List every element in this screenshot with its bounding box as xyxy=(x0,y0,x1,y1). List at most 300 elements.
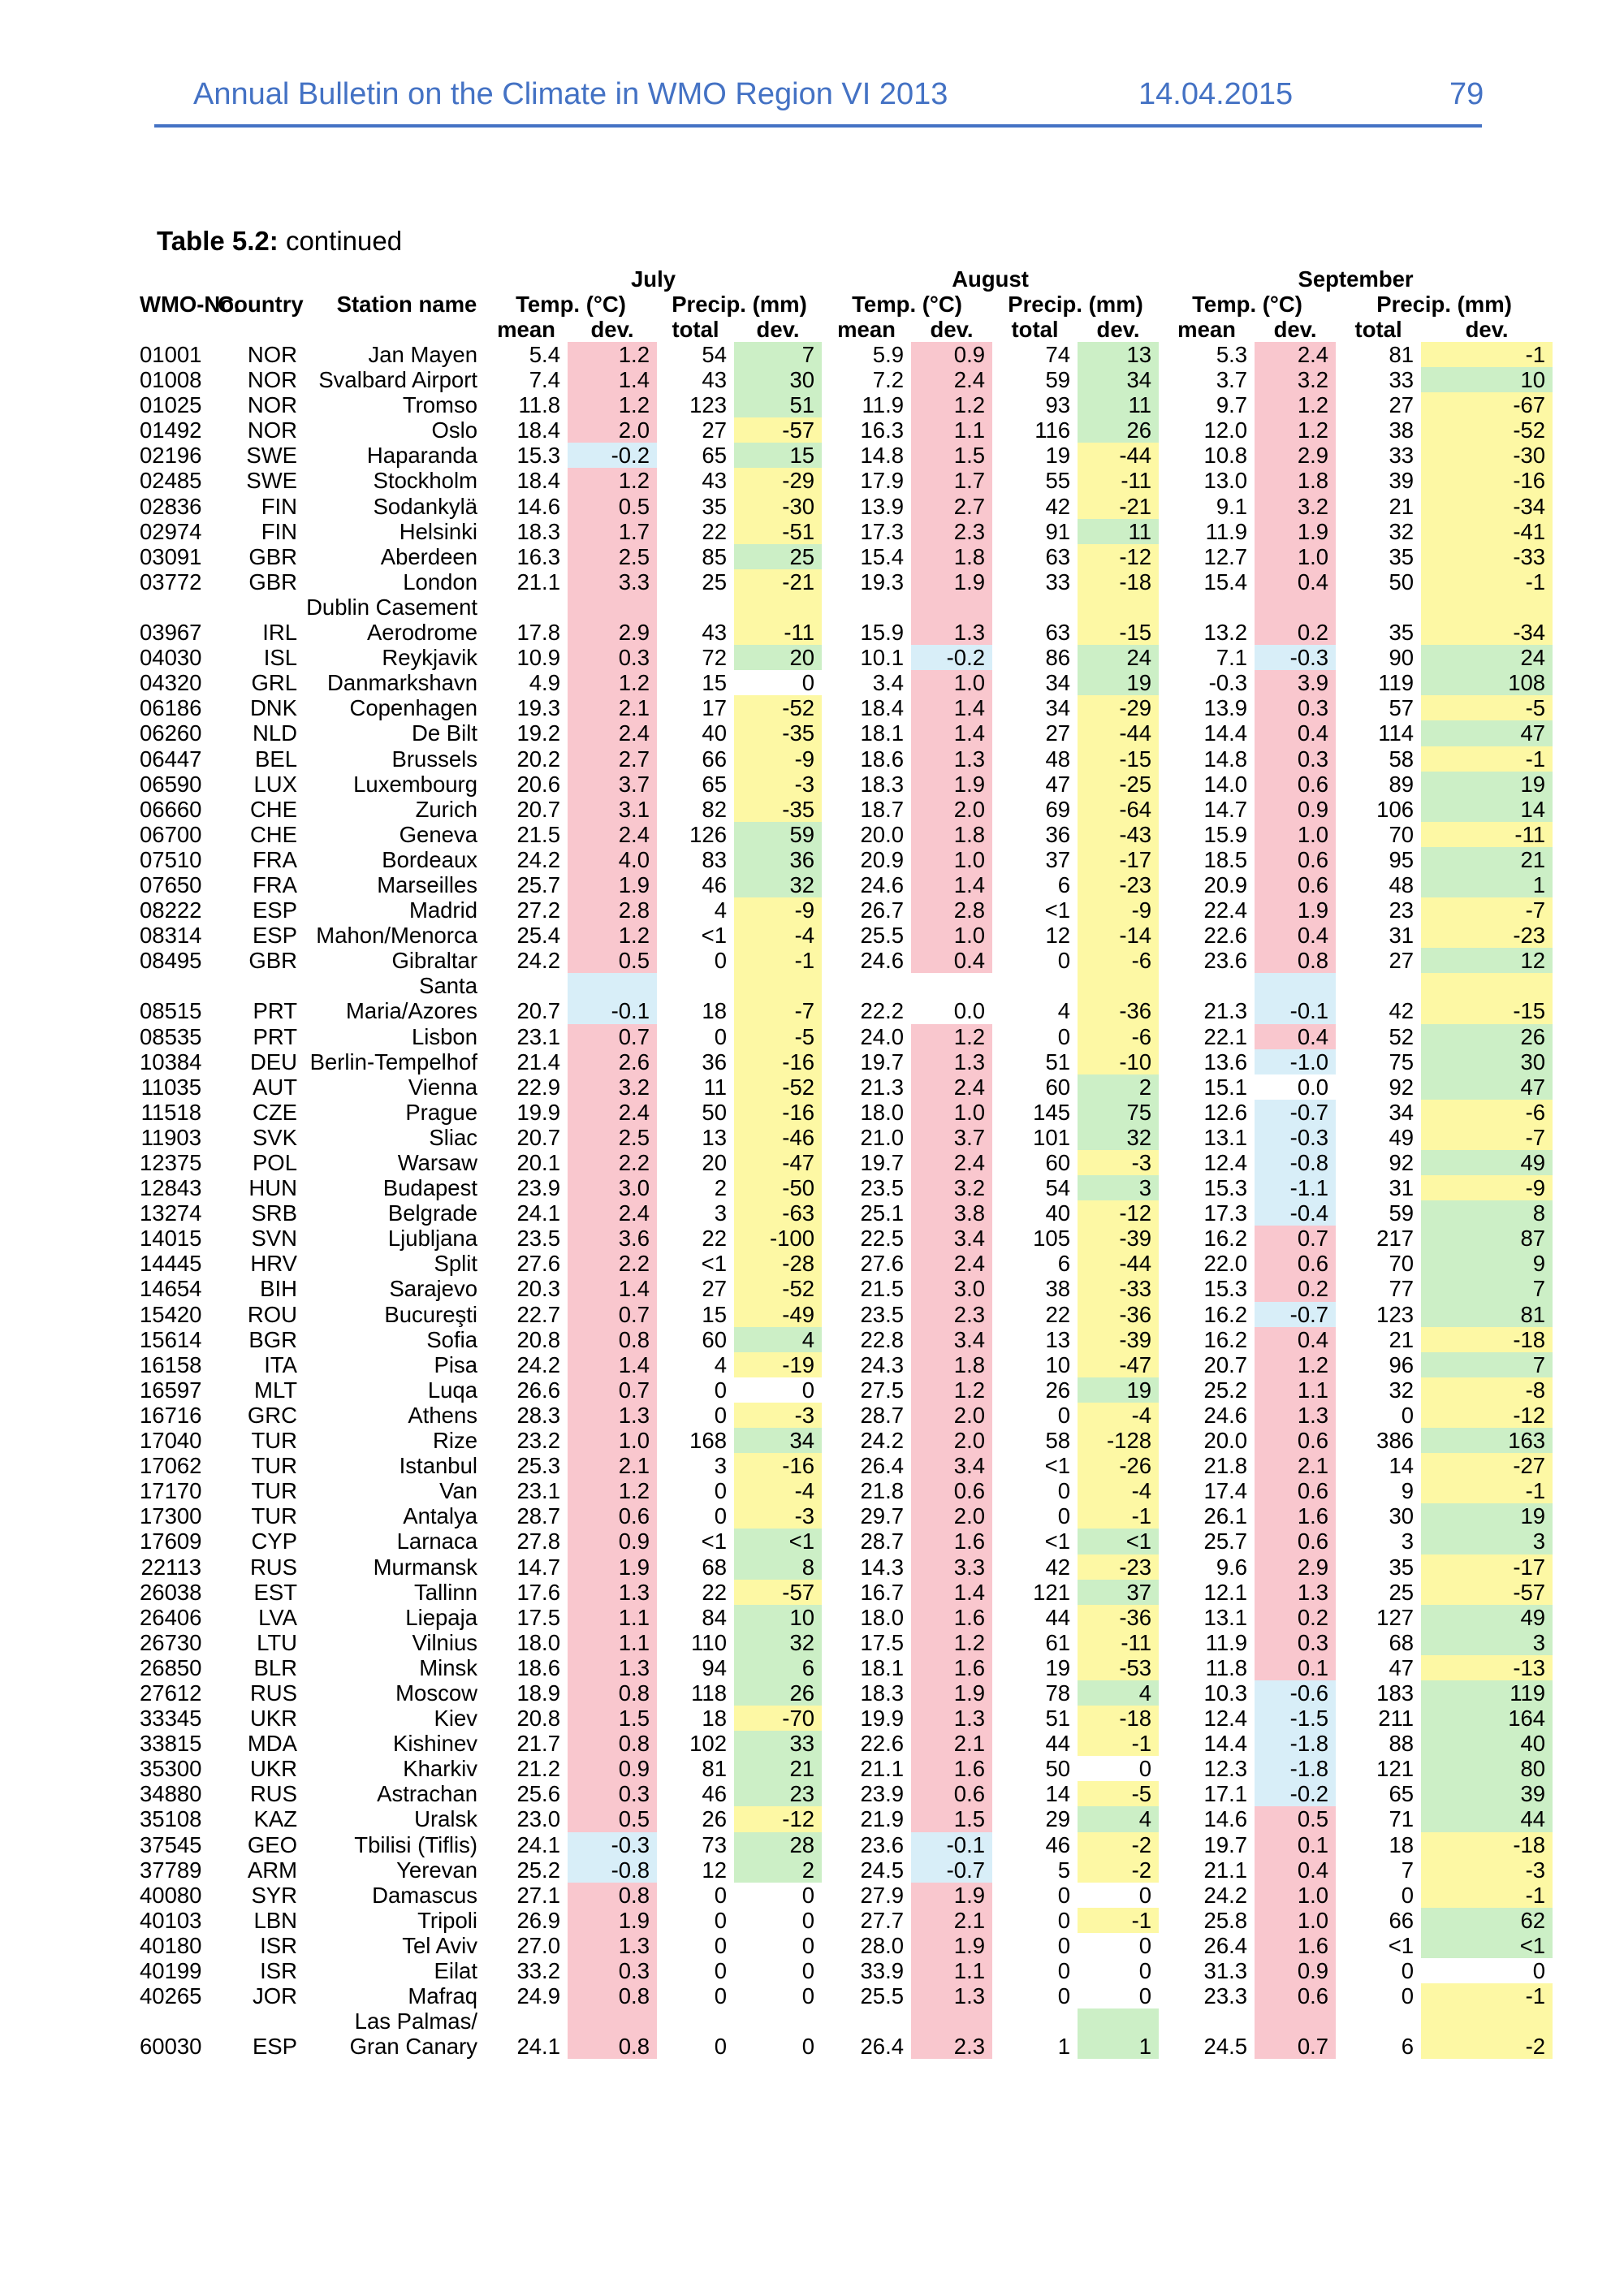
country-cell: CYP xyxy=(251,1529,297,1554)
station-cell: Santa Maria/Azores xyxy=(346,973,477,1024)
wmo-cell: 11035 xyxy=(140,1074,201,1100)
jul-temp-mean: 24.1 xyxy=(516,1200,560,1226)
sep-precip-dev: -34 xyxy=(1421,595,1553,645)
aug-precip-dev: -23 xyxy=(1078,872,1159,897)
jul-temp-mean: 20.2 xyxy=(516,746,560,772)
jul-precip-total: 0 xyxy=(714,1958,727,1983)
aug-temp-mean: 21.0 xyxy=(860,1124,905,1150)
jul-precip-total: 22 xyxy=(702,1226,727,1252)
aug-precip-dev: 11 xyxy=(1078,519,1159,544)
table-caption-text: continued xyxy=(278,226,403,256)
jul-temp-mean: 17.5 xyxy=(516,1604,560,1630)
sep-precip-total: 7 xyxy=(1401,1857,1415,1883)
sep-precip-total: 81 xyxy=(1389,342,1415,367)
sep-precip-dev: -1 xyxy=(1421,746,1553,772)
jul-temp-dev: 1.3 xyxy=(568,1655,657,1680)
aug-temp-dev: 1.3 xyxy=(911,1983,992,2008)
jul-temp-mean: 4.9 xyxy=(529,670,560,696)
sep-precip-total: 33 xyxy=(1389,367,1415,393)
aug-temp-mean: 27.5 xyxy=(860,1377,905,1403)
sep-precip-dev: 12 xyxy=(1421,948,1553,973)
table-row xyxy=(140,1428,1553,1453)
sep-precip-dev: 44 xyxy=(1421,1806,1553,1831)
table-row xyxy=(140,544,1553,569)
jul-temp-dev: 0.8 xyxy=(568,1680,657,1706)
country-cell: DNK xyxy=(249,695,297,721)
jul-precip-total: 43 xyxy=(702,620,727,646)
jul-temp-dev: 1.4 xyxy=(568,1276,657,1301)
wmo-cell: 14654 xyxy=(140,1276,202,1302)
sep-precip-total: 106 xyxy=(1376,796,1415,822)
aug-precip-total: 63 xyxy=(1045,543,1071,569)
sep-precip-total: 88 xyxy=(1389,1731,1415,1757)
jul-precip-total: 84 xyxy=(702,1604,727,1630)
total-header: total xyxy=(1011,317,1059,342)
sep-precip-dev: 108 xyxy=(1421,670,1553,695)
sep-temp-dev: 3.2 xyxy=(1255,367,1336,392)
jul-precip-total: 68 xyxy=(702,1554,727,1580)
sep-temp-mean: 26.1 xyxy=(1203,1503,1248,1529)
jul-temp-dev: 2.5 xyxy=(568,544,657,569)
sep-precip-dev: -57 xyxy=(1421,1580,1553,1605)
jul-temp-mean: 23.0 xyxy=(516,1806,560,1832)
aug-precip-total: 54 xyxy=(1045,1175,1071,1201)
jul-temp-mean: 7.4 xyxy=(529,367,560,393)
aug-temp-dev: -0.1 xyxy=(911,1832,992,1857)
country-cell: RUS xyxy=(249,1554,297,1580)
jul-temp-dev: 3.0 xyxy=(568,1175,657,1200)
sep-precip-total: 30 xyxy=(1389,1503,1415,1529)
station-cell: Eilat xyxy=(434,1958,477,1983)
sep-temp-dev: -0.6 xyxy=(1255,1680,1336,1706)
sep-precip-total: 35 xyxy=(1389,1554,1415,1580)
jul-temp-mean: 27.8 xyxy=(516,1529,560,1554)
jul-precip-total: 73 xyxy=(702,1831,727,1857)
country-cell: TUR xyxy=(251,1478,297,1504)
jul-temp-mean: 15.3 xyxy=(516,443,560,469)
jul-temp-dev: 2.2 xyxy=(568,1150,657,1175)
jul-temp-mean: 18.9 xyxy=(516,1680,560,1706)
aug-temp-mean: 22.8 xyxy=(860,1326,905,1352)
sep-precip-dev: -7 xyxy=(1421,1125,1553,1150)
jul-temp-dev: 1.2 xyxy=(568,468,657,493)
jul-temp-dev: -0.8 xyxy=(568,1857,657,1883)
wmo-cell: 33815 xyxy=(140,1731,202,1757)
table-row xyxy=(140,1352,1553,1377)
country-cell: CHE xyxy=(249,821,297,847)
jul-precip-dev: 51 xyxy=(734,392,822,417)
aug-precip-dev: -33 xyxy=(1078,1276,1159,1301)
sep-temp-mean: 20.9 xyxy=(1203,871,1248,897)
sep-temp-dev: 0.6 xyxy=(1255,1478,1336,1503)
jul-temp-dev: -0.3 xyxy=(568,1832,657,1857)
jul-precip-dev: -47 xyxy=(734,1150,822,1175)
aug-precip-dev: 34 xyxy=(1078,367,1159,392)
wmo-cell: 26038 xyxy=(140,1579,202,1605)
jul-temp-mean: 20.7 xyxy=(516,1124,560,1150)
jul-temp-mean: 23.1 xyxy=(516,1478,560,1504)
aug-temp-dev: 3.8 xyxy=(911,1200,992,1226)
sep-precip-dev: -18 xyxy=(1421,1832,1553,1857)
station-cell: Aberdeen xyxy=(380,543,477,569)
jul-precip-total: 13 xyxy=(702,1124,727,1150)
jul-precip-total: 65 xyxy=(702,771,727,797)
country-cell: PRT xyxy=(253,998,297,1024)
aug-precip-total: 42 xyxy=(1045,1554,1071,1580)
sep-temp-dev: 0.6 xyxy=(1255,847,1336,872)
aug-precip-dev: -44 xyxy=(1078,720,1159,746)
aug-precip-total: 26 xyxy=(1045,1377,1071,1403)
sep-temp-mean: 24.5 xyxy=(1203,2034,1248,2060)
aug-precip-dev: 4 xyxy=(1078,1806,1159,1831)
aug-temp-mean: 18.1 xyxy=(860,1654,905,1680)
table-row xyxy=(140,695,1553,720)
table-row xyxy=(140,1074,1553,1100)
jul-precip-dev: -28 xyxy=(734,1251,822,1276)
jul-precip-dev: -16 xyxy=(734,1100,822,1125)
sep-precip-total: 21 xyxy=(1389,1326,1415,1352)
jul-temp-dev: 0.3 xyxy=(568,645,657,670)
wmo-cell: 01008 xyxy=(140,367,202,393)
sep-precip-dev: -67 xyxy=(1421,392,1553,417)
aug-temp-mean: 29.7 xyxy=(860,1503,905,1529)
jul-temp-mean: 33.2 xyxy=(516,1958,560,1983)
country-cell: GBR xyxy=(248,948,297,974)
aug-temp-mean: 24.6 xyxy=(860,871,905,897)
jul-temp-mean: 27.2 xyxy=(516,897,560,923)
aug-precip-total: 0 xyxy=(1057,1503,1071,1529)
aug-temp-mean: 15.4 xyxy=(860,543,905,569)
sep-precip-total: 75 xyxy=(1389,1049,1415,1074)
wmo-cell: 12375 xyxy=(140,1150,202,1175)
jul-temp-mean: 11.8 xyxy=(518,392,560,418)
sep-precip-dev: 62 xyxy=(1421,1908,1553,1933)
jul-precip-dev: -12 xyxy=(734,1806,822,1831)
wmo-cell: 06700 xyxy=(140,821,202,847)
country-cell: TUR xyxy=(251,1453,297,1479)
jul-precip-dev: 6 xyxy=(734,1655,822,1680)
sep-temp-dev: 0.7 xyxy=(1255,1226,1336,1251)
station-cell: Van xyxy=(439,1478,477,1504)
aug-temp-dev: 1.1 xyxy=(911,1958,992,1983)
country-cell: SWE xyxy=(246,443,297,469)
jul-precip-dev: -3 xyxy=(734,772,822,797)
jul-precip-dev: -52 xyxy=(734,695,822,720)
aug-temp-mean: 21.5 xyxy=(860,1276,905,1302)
sep-precip-dev: -12 xyxy=(1421,1403,1553,1428)
sep-precip-dev: 40 xyxy=(1421,1731,1553,1756)
aug-precip-dev: -15 xyxy=(1078,746,1159,772)
wmo-cell: 26850 xyxy=(140,1654,202,1680)
aug-temp-dev: 1.9 xyxy=(911,1680,992,1706)
sep-precip-total: 0 xyxy=(1401,1958,1415,1983)
jul-precip-total: 82 xyxy=(702,796,727,822)
sep-temp-mean: 14.8 xyxy=(1203,746,1248,772)
jul-temp-mean: 23.9 xyxy=(516,1175,560,1201)
aug-precip-total: 105 xyxy=(1033,1226,1071,1252)
aug-temp-mean: 24.2 xyxy=(860,1428,905,1454)
jul-precip-total: 66 xyxy=(702,746,727,772)
sep-temp-mean: 12.3 xyxy=(1203,1756,1248,1782)
sep-precip-total: 70 xyxy=(1389,1251,1415,1277)
station-cell: Reykjavik xyxy=(382,645,477,671)
sep-precip-total: 92 xyxy=(1389,1074,1415,1100)
sep-precip-total: 34 xyxy=(1389,1099,1415,1125)
wmo-cell: 02974 xyxy=(140,518,202,544)
wmo-cell: 08222 xyxy=(140,897,202,923)
sep-temp-dev: 0.9 xyxy=(1255,1958,1336,1983)
wmo-cell: 40080 xyxy=(140,1882,202,1908)
jul-temp-mean: 18.4 xyxy=(516,468,560,494)
table-row xyxy=(140,1529,1553,1554)
jul-temp-dev: 1.9 xyxy=(568,1554,657,1580)
jul-temp-mean: 24.9 xyxy=(516,1983,560,2009)
sep-precip-dev: 0 xyxy=(1532,1958,1546,1983)
aug-temp-dev: 1.3 xyxy=(911,1706,992,1731)
jul-precip-total: 26 xyxy=(702,1806,727,1832)
aug-temp-mean: 18.7 xyxy=(860,796,905,822)
jul-precip-total: <1 xyxy=(701,1251,727,1277)
jul-precip-total: 43 xyxy=(702,468,727,494)
country-cell: DEU xyxy=(249,1049,297,1074)
country-cell: RUS xyxy=(249,1680,297,1706)
jul-temp-dev: 1.4 xyxy=(568,367,657,392)
aug-precip-total: 145 xyxy=(1033,1099,1071,1125)
jul-precip-dev: -4 xyxy=(734,923,822,948)
jul-temp-dev: 1.3 xyxy=(568,1933,657,1958)
aug-temp-dev: 1.4 xyxy=(911,695,992,720)
aug-temp-dev: 1.3 xyxy=(911,746,992,772)
jul-temp-dev: 1.1 xyxy=(568,1630,657,1655)
country-cell: GRL xyxy=(251,670,297,696)
temp-header: Temp. (°C) xyxy=(852,292,962,317)
aug-precip-total: 34 xyxy=(1045,695,1071,721)
jul-precip-total: 27 xyxy=(702,417,727,443)
table-row xyxy=(140,569,1553,595)
jul-precip-total: 20 xyxy=(702,1150,727,1175)
jul-precip-dev: 0 xyxy=(801,2034,815,2060)
jul-precip-total: 25 xyxy=(702,569,727,595)
jul-temp-dev: 0.9 xyxy=(568,1756,657,1781)
jul-temp-mean: 21.7 xyxy=(516,1731,560,1757)
precip-header: Precip. (mm) xyxy=(1008,292,1143,317)
sep-temp-mean: 25.2 xyxy=(1203,1377,1248,1403)
jul-temp-mean: 27.6 xyxy=(516,1251,560,1277)
sep-precip-total: 35 xyxy=(1389,543,1415,569)
bulletin-title: Annual Bulletin on the Climate in WMO Region VI 2013 xyxy=(193,77,948,111)
aug-precip-dev: -11 xyxy=(1078,1630,1159,1655)
jul-temp-dev: 2.4 xyxy=(568,1200,657,1226)
sep-temp-mean: 14.4 xyxy=(1203,1731,1248,1757)
sep-temp-mean: 15.3 xyxy=(1203,1175,1248,1201)
jul-temp-dev: 1.9 xyxy=(568,872,657,897)
aug-precip-total: <1 xyxy=(1044,1453,1071,1479)
table-row xyxy=(140,1226,1553,1251)
sep-temp-dev: 0.7 xyxy=(1255,2008,1336,2059)
sep-precip-total: 9 xyxy=(1401,1478,1415,1504)
sep-precip-total: 6 xyxy=(1401,2034,1415,2060)
wmo-cell: 04030 xyxy=(140,645,202,671)
jul-precip-dev: 36 xyxy=(734,847,822,872)
sep-precip-total: 3 xyxy=(1401,1529,1415,1554)
sep-temp-mean: 12.1 xyxy=(1203,1579,1248,1605)
aug-temp-dev: 3.2 xyxy=(911,1175,992,1200)
aug-temp-dev: 1.9 xyxy=(911,1933,992,1958)
station-cell: Pisa xyxy=(434,1351,477,1377)
jul-precip-dev: -51 xyxy=(734,519,822,544)
table-row xyxy=(140,1175,1553,1200)
station-cell: Mahon/Menorca xyxy=(316,923,477,949)
sep-temp-mean: 21.3 xyxy=(1203,998,1248,1024)
sep-precip-total: 14 xyxy=(1389,1453,1415,1479)
sep-precip-total: 0 xyxy=(1401,1983,1415,2009)
sep-temp-dev: 3.9 xyxy=(1255,670,1336,695)
station-cell: Split xyxy=(434,1251,477,1277)
jul-precip-dev: -16 xyxy=(734,1453,822,1478)
aug-temp-mean: 15.9 xyxy=(860,620,905,646)
jul-temp-dev: 0.8 xyxy=(568,2008,657,2059)
table-row xyxy=(140,342,1553,367)
aug-precip-total: 0 xyxy=(1057,1023,1071,1049)
wmo-cell: 16597 xyxy=(140,1377,202,1403)
aug-precip-total: 47 xyxy=(1045,771,1071,797)
aug-temp-dev: 1.5 xyxy=(911,443,992,468)
table-row xyxy=(140,822,1553,847)
jul-temp-mean: 17.6 xyxy=(516,1579,560,1605)
sep-precip-total: 48 xyxy=(1389,871,1415,897)
jul-precip-total: 0 xyxy=(714,2034,727,2060)
sep-temp-dev: 0.9 xyxy=(1255,797,1336,822)
jul-precip-dev: 32 xyxy=(734,1630,822,1655)
table-row xyxy=(140,1680,1553,1706)
jul-temp-dev: 0.8 xyxy=(568,1883,657,1908)
aug-precip-total: 12 xyxy=(1045,923,1071,949)
country-cell: NOR xyxy=(247,392,297,418)
station-cell: London xyxy=(403,569,477,595)
sep-precip-dev: -18 xyxy=(1421,1327,1553,1352)
wmo-cell: 02485 xyxy=(140,468,202,494)
sep-temp-mean: 7.1 xyxy=(1216,645,1248,671)
aug-precip-dev: 0 xyxy=(1138,1756,1152,1782)
wmo-cell: 06447 xyxy=(140,746,202,772)
aug-temp-dev: 1.2 xyxy=(911,392,992,417)
sep-temp-mean: 5.3 xyxy=(1216,342,1248,367)
sep-temp-dev: -0.1 xyxy=(1255,973,1336,1023)
jul-precip-total: 0 xyxy=(714,1023,727,1049)
wmo-cell: 15614 xyxy=(140,1326,202,1352)
sep-temp-mean: 24.6 xyxy=(1203,1402,1248,1428)
sep-temp-mean: 11.9 xyxy=(1205,518,1248,544)
jul-precip-dev: 8 xyxy=(734,1554,822,1580)
sep-precip-dev: -2 xyxy=(1421,2008,1553,2059)
table-row xyxy=(140,746,1553,772)
station-cell: Tromso xyxy=(402,392,477,418)
jul-precip-total: 85 xyxy=(702,543,727,569)
sep-temp-mean: 12.6 xyxy=(1203,1099,1248,1125)
aug-precip-dev: -5 xyxy=(1078,1781,1159,1806)
sep-temp-dev: -1.8 xyxy=(1255,1731,1336,1756)
aug-temp-dev: 2.3 xyxy=(911,519,992,544)
sep-precip-dev: 163 xyxy=(1421,1428,1553,1453)
aug-precip-dev: -23 xyxy=(1078,1554,1159,1580)
aug-temp-mean: 18.6 xyxy=(860,746,905,772)
station-cell: Kiev xyxy=(434,1706,477,1732)
sep-temp-mean: 13.1 xyxy=(1203,1124,1248,1150)
aug-temp-dev: 1.0 xyxy=(911,670,992,695)
sep-precip-total: 23 xyxy=(1389,897,1415,923)
table-row xyxy=(140,1100,1553,1125)
jul-temp-dev: 2.4 xyxy=(568,1100,657,1125)
country-cell: ISL xyxy=(263,645,297,671)
sep-precip-total: 70 xyxy=(1389,821,1415,847)
table-row xyxy=(140,923,1553,948)
country-cell: FIN xyxy=(261,518,297,544)
jul-precip-dev: -21 xyxy=(734,569,822,595)
aug-precip-dev: -4 xyxy=(1078,1403,1159,1428)
station-cell: Marseilles xyxy=(377,871,477,897)
sep-temp-dev: 1.6 xyxy=(1255,1933,1336,1958)
aug-temp-dev: 2.1 xyxy=(911,1908,992,1933)
sep-precip-total: 65 xyxy=(1389,1781,1415,1807)
country-cell: NLD xyxy=(252,720,297,746)
sep-precip-dev: 80 xyxy=(1421,1756,1553,1781)
aug-temp-dev: 2.4 xyxy=(911,367,992,392)
station-cell: Murmansk xyxy=(373,1554,477,1580)
page-header xyxy=(154,77,1482,128)
sep-temp-dev: -0.7 xyxy=(1255,1100,1336,1125)
aug-temp-mean: 24.6 xyxy=(860,948,905,974)
aug-precip-total: 0 xyxy=(1057,1402,1071,1428)
country-cell: GEO xyxy=(247,1831,297,1857)
sep-precip-dev: 49 xyxy=(1421,1605,1553,1630)
jul-precip-dev: 0 xyxy=(801,1983,815,2009)
country-cell: ARM xyxy=(247,1857,297,1883)
table-row xyxy=(140,443,1553,468)
country-cell: CHE xyxy=(249,796,297,822)
jul-temp-dev: 2.2 xyxy=(568,1251,657,1276)
country-cell: AUT xyxy=(253,1074,297,1100)
table-row xyxy=(140,1327,1553,1352)
sep-precip-dev: -6 xyxy=(1421,1100,1553,1125)
table-body xyxy=(140,342,1553,2059)
table-row xyxy=(140,1276,1553,1301)
aug-precip-dev: -11 xyxy=(1078,468,1159,493)
jul-temp-mean: 20.7 xyxy=(516,796,560,822)
aug-temp-mean: 27.9 xyxy=(860,1882,905,1908)
jul-precip-dev: -100 xyxy=(734,1226,822,1251)
sep-precip-dev: -11 xyxy=(1421,822,1553,847)
jul-temp-mean: 16.3 xyxy=(516,543,560,569)
aug-precip-dev: 0 xyxy=(1138,1983,1152,2009)
sep-precip-dev: -52 xyxy=(1421,417,1553,443)
aug-precip-total: 50 xyxy=(1045,1756,1071,1782)
sep-temp-mean: 12.0 xyxy=(1203,417,1248,443)
aug-precip-total: 37 xyxy=(1045,846,1071,872)
station-cell: Minsk xyxy=(419,1654,477,1680)
aug-temp-dev: 2.7 xyxy=(911,494,992,519)
station-cell: Vienna xyxy=(408,1074,477,1100)
table-row xyxy=(140,1251,1553,1276)
table-row xyxy=(140,1125,1553,1150)
station-cell: Brussels xyxy=(391,746,477,772)
aug-temp-dev: 2.0 xyxy=(911,1428,992,1453)
jul-precip-dev: 28 xyxy=(734,1832,822,1857)
sep-precip-total: 0 xyxy=(1401,1882,1415,1908)
sep-temp-dev: 3.2 xyxy=(1255,494,1336,519)
aug-temp-dev: 0.6 xyxy=(911,1478,992,1503)
aug-temp-mean: 27.6 xyxy=(860,1251,905,1277)
country-cell: HRV xyxy=(250,1251,297,1277)
